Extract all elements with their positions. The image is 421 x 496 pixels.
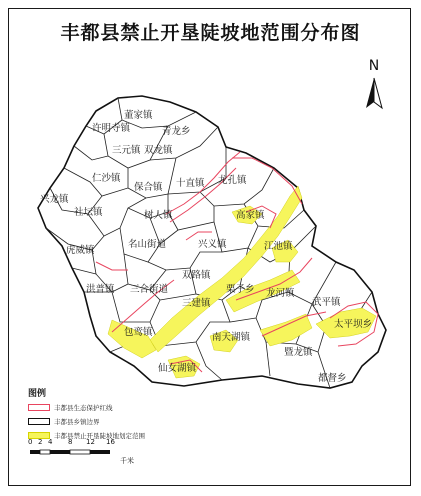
town-label-xiannvhu: 仙女湖镇 [158,363,197,374]
town-label-jilong: 暨龙镇 [284,347,313,358]
scale-tick-label: 4 [48,438,53,446]
north-arrow [362,58,386,114]
boundary-swatch [28,418,50,425]
town-label-wuping: 武平镇 [312,297,341,308]
town-label-gaojia: 高家镇 [236,210,265,221]
scale-tick-label: 12 [86,438,95,446]
town-label-qinglong: 青龙乡 [162,126,191,137]
town-label-shuren: 树人镇 [144,210,173,221]
town-label-sanhe: 三合街道 [130,284,169,295]
town-label-taipingba: 太平坝乡 [334,319,373,330]
town-label-longkong: 龙孔镇 [218,175,247,186]
legend-item-town-boundary [28,415,178,427]
town-label-huwei: 虎威镇 [66,245,95,256]
legend-item-red-line [28,401,178,413]
town-label-nantianhu: 南天湖镇 [212,332,251,343]
scale-tick-label: 2 [38,438,43,446]
town-label-xingyi: 兴义镇 [198,239,227,250]
town-label-xinglong: 兴龙镇 [40,194,69,205]
legend [28,386,178,443]
town-label-shetan: 社坛镇 [74,207,103,218]
scale-bar-graphic [30,448,130,458]
town-label-shizhi: 十直镇 [176,178,205,189]
legend-title: 图例 [28,389,47,399]
town-label-jiangchi: 江池镇 [264,241,293,252]
town-label-shuanglong: 双龙镇 [144,145,173,156]
town-label-rensha: 仁沙镇 [92,173,121,184]
scale-tick-label: 16 [106,438,115,446]
town-label-longhe: 龙河镇 [266,288,295,299]
legend-label: 丰都县禁止开垦陡坡地划定范围 [54,431,145,440]
map-title: 丰都县禁止开垦陡坡地范围分布图 [60,22,361,44]
scale-tick-label: 0 [28,438,33,446]
legend-label: 丰都县乡镇边界 [54,417,100,426]
legend-label: 丰都县生态保护红线 [54,403,113,412]
town-label-dudu: 都督乡 [318,373,347,384]
red-line-swatch [28,404,50,411]
town-label-xumingsi: 许明寺镇 [92,123,131,134]
town-label-shuanglu: 双路镇 [182,270,211,281]
scale-tick-label: 8 [68,438,73,446]
scale-unit: 千米 [120,457,134,465]
scale-bar [28,438,168,468]
town-label-lizi: 栗子乡 [226,284,255,295]
town-label-dongjia: 董家镇 [124,110,153,121]
town-label-hongpu: 洪普镇 [86,284,115,295]
town-label-baohe: 保合镇 [134,182,163,193]
north-label: N [368,58,380,74]
town-label-sanjian: 三建镇 [182,298,211,309]
town-label-sanyuan: 三元镇 [112,145,141,156]
town-label-baoluan: 包鸾镇 [124,327,153,338]
town-label-mingshan: 名山街道 [128,239,167,250]
